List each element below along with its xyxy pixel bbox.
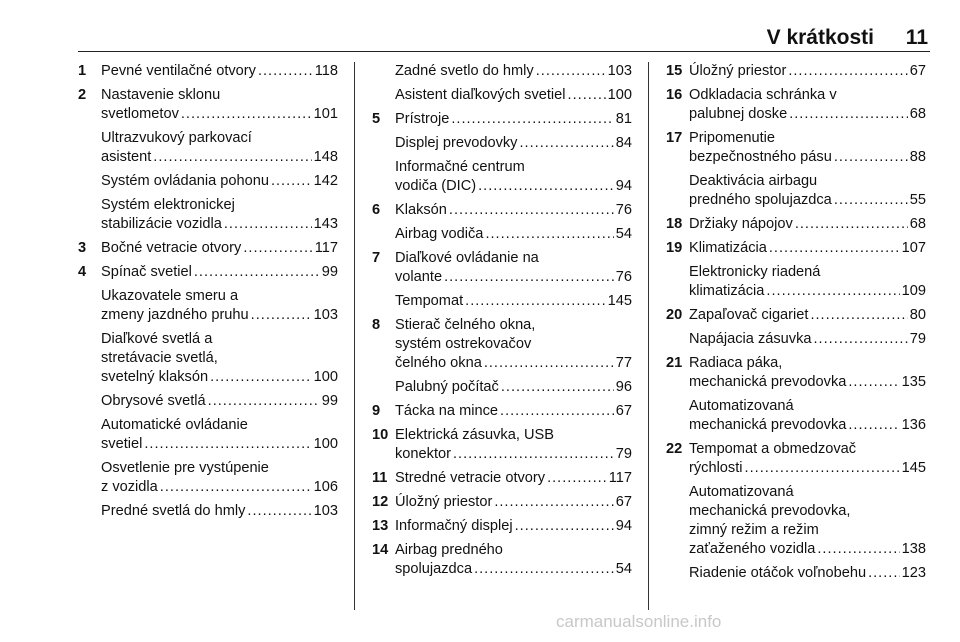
index-entry	[372, 225, 632, 244]
index-entry	[666, 62, 926, 81]
page-reference[interactable]: 103	[313, 503, 338, 519]
dot-leader	[810, 306, 907, 325]
index-entry	[78, 287, 338, 325]
index-entry	[372, 249, 632, 287]
index-entry	[78, 459, 338, 497]
entry-text: svetelný klaksón	[101, 369, 209, 385]
entry-text: Systém elektronickej	[101, 197, 235, 213]
entry-text: Tácka na mince	[395, 403, 499, 419]
entry-text: Ukazovatele smeru a	[101, 288, 239, 304]
entry-text: asistent	[101, 149, 152, 165]
page-reference[interactable]: 101	[313, 106, 338, 122]
index-entry	[78, 62, 338, 81]
index-entry	[666, 263, 926, 301]
dot-leader	[814, 330, 908, 349]
dot-leader	[194, 263, 320, 282]
dot-leader	[745, 459, 900, 478]
dot-leader	[848, 373, 899, 392]
dot-leader	[453, 445, 614, 464]
page-reference[interactable]: 117	[608, 470, 632, 486]
dot-leader	[519, 134, 613, 153]
entry-number: 15	[666, 63, 683, 79]
index-entry	[372, 517, 632, 536]
dot-leader	[568, 86, 606, 105]
index-column-1	[78, 62, 338, 526]
entry-text: Radiaca páka,	[689, 355, 783, 371]
entry-text: Elektronicky riadená	[689, 264, 821, 280]
page-reference[interactable]: 123	[901, 565, 926, 581]
index-entry	[372, 402, 632, 421]
entry-text: predného spolujazdca	[689, 192, 832, 208]
entry-text: Stredné vetracie otvory	[395, 470, 546, 486]
entry-number: 12	[372, 494, 389, 510]
page-reference[interactable]: 103	[313, 307, 338, 323]
entry-text: Pripomenutie	[689, 130, 775, 146]
header-divider	[78, 51, 930, 52]
entry-number: 14	[372, 542, 389, 558]
index-entry	[372, 493, 632, 512]
entry-text: bezpečnostného pásu	[689, 149, 832, 165]
dot-leader	[788, 62, 907, 81]
page-reference[interactable]: 145	[901, 460, 926, 476]
entry-text: Stierač čelného okna,	[395, 317, 536, 333]
entry-text: z vozidla	[101, 479, 158, 495]
page-reference[interactable]: 67	[615, 403, 632, 419]
entry-number: 17	[666, 130, 683, 146]
index-entry	[372, 292, 632, 311]
entry-text: Automatizovaná	[689, 484, 794, 500]
index-entry	[372, 541, 632, 579]
page-reference[interactable]: 76	[615, 202, 632, 218]
index-entry	[666, 483, 926, 559]
watermark: carmanualsonline.info	[556, 612, 722, 631]
page-reference[interactable]: 100	[313, 369, 338, 385]
page-reference[interactable]: 79	[909, 331, 926, 347]
index-entry	[78, 330, 338, 387]
entry-text: stretávacie svetlá,	[101, 350, 218, 366]
entry-text: zaťaženého vozidla	[689, 541, 816, 557]
entry-number: 16	[666, 87, 683, 103]
index-entry	[372, 378, 632, 397]
dot-leader	[153, 148, 311, 167]
index-entry	[372, 201, 632, 220]
entry-text: Osvetlenie pre vystúpenie	[101, 460, 269, 476]
entry-text: Deaktivácia airbagu	[689, 173, 818, 189]
page-reference[interactable]: 100	[313, 436, 338, 452]
entry-text: Airbag predného	[395, 542, 503, 558]
page-reference[interactable]: 88	[909, 149, 926, 165]
dot-leader	[208, 392, 320, 411]
page-reference[interactable]: 109	[901, 283, 926, 299]
page-reference[interactable]: 94	[615, 178, 632, 194]
entry-text: Pevné ventilačné otvory	[101, 63, 256, 79]
page-reference[interactable]: 67	[909, 63, 926, 79]
dot-leader	[160, 478, 312, 497]
entry-text: Systém ovládania pohonu	[101, 173, 269, 189]
entry-text: svetlometov	[101, 106, 179, 122]
dot-leader	[449, 201, 614, 220]
entry-text: Úložný priestor	[395, 494, 493, 510]
dot-leader	[465, 292, 606, 311]
page-reference[interactable]: 135	[901, 374, 926, 390]
dot-leader	[210, 368, 312, 387]
entry-text: svetiel	[101, 436, 143, 452]
index-entry	[666, 440, 926, 478]
page-reference[interactable]: 142	[313, 173, 338, 189]
entry-number: 4	[78, 264, 87, 280]
entry-text: Napájacia zásuvka	[689, 331, 812, 347]
index-entry	[78, 239, 338, 258]
entry-number: 2	[78, 87, 87, 103]
entry-number: 13	[372, 518, 389, 534]
entry-text: Automatické ovládanie	[101, 417, 248, 433]
index-entry	[666, 215, 926, 234]
entry-text: Prístroje	[395, 111, 450, 127]
page-reference[interactable]: 68	[909, 216, 926, 232]
page-reference[interactable]: 136	[901, 417, 926, 433]
page-reference[interactable]: 103	[607, 63, 632, 79]
index-entry	[666, 330, 926, 349]
index-entry	[372, 316, 632, 373]
page-reference[interactable]: 67	[615, 494, 632, 510]
entry-text: Informačný displej	[395, 518, 513, 534]
dot-leader	[766, 282, 899, 301]
index-entry	[372, 469, 632, 488]
entry-text: Diaľkové ovládanie na	[395, 250, 539, 266]
index-entry	[666, 354, 926, 392]
page-reference[interactable]: 96	[615, 379, 632, 395]
entry-number: 6	[372, 202, 381, 218]
index-column-2	[372, 62, 632, 584]
dot-leader	[834, 191, 908, 210]
dot-leader	[181, 105, 312, 124]
dot-leader	[494, 493, 613, 512]
entry-text: Klaksón	[395, 202, 447, 218]
entry-text: spolujazdca	[395, 561, 473, 577]
entry-number: 8	[372, 317, 381, 333]
chapter-title: V krátkosti	[766, 26, 874, 49]
entry-number: 1	[78, 63, 87, 79]
entry-text: palubnej doske	[689, 106, 788, 122]
dot-leader	[271, 172, 312, 191]
index-entry	[372, 158, 632, 196]
page-reference[interactable]: 84	[615, 135, 632, 151]
entry-text: Spínač svetiel	[101, 264, 192, 280]
entry-text: Elektrická zásuvka, USB	[395, 427, 554, 443]
entry-text: Odkladacia schránka v	[689, 87, 837, 103]
page-reference[interactable]: 148	[313, 149, 338, 165]
entry-text: vodiča (DIC)	[395, 178, 477, 194]
index-entry	[666, 172, 926, 210]
entry-text: Automatizovaná	[689, 398, 794, 414]
dot-leader	[478, 177, 614, 196]
dot-leader	[795, 215, 908, 234]
dot-leader	[769, 239, 900, 258]
entry-text: Tempomat a obmedzovač	[689, 441, 857, 457]
index-entry	[372, 62, 632, 81]
page-reference[interactable]: 107	[901, 240, 926, 256]
entry-text: stabilizácie vozidla	[101, 216, 222, 232]
page-reference[interactable]: 79	[615, 446, 632, 462]
page-reference[interactable]: 54	[615, 561, 632, 577]
entry-text: Diaľkové svetlá a	[101, 331, 213, 347]
entry-number: 21	[666, 355, 683, 371]
index-entry	[78, 416, 338, 454]
page-reference[interactable]: 143	[313, 216, 338, 232]
dot-leader	[547, 469, 607, 488]
dot-leader	[144, 435, 311, 454]
entry-text: Zadné svetlo do hmly	[395, 63, 534, 79]
dot-leader	[444, 268, 614, 287]
dot-leader	[258, 62, 313, 81]
page-reference[interactable]: 99	[321, 393, 338, 409]
page-reference[interactable]: 117	[314, 240, 338, 256]
entry-text: Informačné centrum	[395, 159, 525, 175]
page-reference[interactable]: 100	[607, 87, 632, 103]
column-divider-1	[354, 62, 355, 610]
dot-leader	[484, 354, 614, 373]
entry-text: Zapaľovač cigariet	[689, 307, 809, 323]
entry-number: 19	[666, 240, 683, 256]
entry-text: Držiaky nápojov	[689, 216, 793, 232]
entry-text: mechanická prevodovka	[689, 374, 847, 390]
entry-text: Tempomat	[395, 293, 464, 309]
entry-text: zimný režim a režim	[689, 522, 819, 538]
dot-leader	[474, 560, 614, 579]
entry-number: 9	[372, 403, 381, 419]
index-entry	[372, 86, 632, 105]
entry-text: čelného okna	[395, 355, 482, 371]
entry-text: Ultrazvukový parkovací	[101, 130, 252, 146]
dot-leader	[515, 517, 614, 536]
dot-leader	[501, 378, 614, 397]
index-entry	[372, 110, 632, 129]
index-entry	[78, 263, 338, 282]
page-reference[interactable]: 81	[615, 111, 632, 127]
page-reference[interactable]: 55	[909, 192, 926, 208]
entry-number: 7	[372, 250, 381, 266]
page-reference[interactable]: 68	[909, 106, 926, 122]
page-reference[interactable]: 76	[615, 269, 632, 285]
index-column-3	[666, 62, 926, 588]
index-entry	[372, 426, 632, 464]
entry-text: zmeny jazdného pruhu	[101, 307, 249, 323]
entry-text: klimatizácia	[689, 283, 765, 299]
entry-text: volante	[395, 269, 443, 285]
dot-leader	[224, 215, 312, 234]
entry-number: 22	[666, 441, 683, 457]
page-reference[interactable]: 138	[901, 541, 926, 557]
dot-leader	[243, 239, 312, 258]
entry-text: mechanická prevodovka,	[689, 503, 851, 519]
entry-text: Airbag vodiča	[395, 226, 484, 242]
entry-number: 3	[78, 240, 87, 256]
dot-leader	[868, 564, 900, 583]
index-entry	[666, 564, 926, 583]
index-entry	[78, 172, 338, 191]
entry-text: Predné svetlá do hmly	[101, 503, 246, 519]
page-reference[interactable]: 118	[314, 63, 338, 79]
page-number: 11	[905, 26, 928, 49]
page-reference[interactable]: 99	[321, 264, 338, 280]
dot-leader	[834, 148, 908, 167]
index-entry	[666, 86, 926, 124]
index-entry	[78, 196, 338, 234]
page-reference[interactable]: 94	[615, 518, 632, 534]
dot-leader	[817, 540, 899, 559]
entry-number: 20	[666, 307, 683, 323]
entry-text: Nastavenie sklonu	[101, 87, 221, 103]
dot-leader	[789, 105, 908, 124]
entry-text: rýchlosti	[689, 460, 743, 476]
index-entry	[78, 502, 338, 521]
page-reference[interactable]: 54	[615, 226, 632, 242]
index-entry	[666, 306, 926, 325]
page-header	[78, 26, 930, 50]
dot-leader	[848, 416, 899, 435]
dot-leader	[451, 110, 613, 129]
entry-text: mechanická prevodovka	[689, 417, 847, 433]
entry-text: Bočné vetracie otvory	[101, 240, 242, 256]
entry-number: 5	[372, 111, 381, 127]
entry-text: Asistent diaľkových svetiel	[395, 87, 566, 103]
entry-text: systém ostrekovačov	[395, 336, 532, 352]
index-entry	[666, 397, 926, 435]
entry-text: Palubný počítač	[395, 379, 499, 395]
entry-number: 18	[666, 216, 683, 232]
dot-leader	[247, 502, 311, 521]
index-entry	[372, 134, 632, 153]
entry-text: Riadenie otáčok voľnobehu	[689, 565, 867, 581]
page-reference[interactable]: 80	[909, 307, 926, 323]
entry-text: Displej prevodovky	[395, 135, 518, 151]
page-reference[interactable]: 77	[615, 355, 632, 371]
entry-text: Klimatizácia	[689, 240, 767, 256]
index-entry	[78, 86, 338, 124]
dot-leader	[485, 225, 613, 244]
index-entry	[78, 129, 338, 167]
entry-number: 11	[372, 470, 388, 486]
dot-leader	[500, 402, 614, 421]
page-reference[interactable]: 145	[607, 293, 632, 309]
dot-leader	[536, 62, 606, 81]
column-divider-2	[648, 62, 649, 610]
index-entry	[666, 239, 926, 258]
index-entry	[78, 392, 338, 411]
entry-text: Obrysové svetlá	[101, 393, 206, 409]
entry-number: 10	[372, 427, 389, 443]
index-entry	[666, 129, 926, 167]
entry-text: konektor	[395, 446, 451, 462]
dot-leader	[251, 306, 312, 325]
entry-text: Úložný priestor	[689, 63, 787, 79]
page-reference[interactable]: 106	[313, 479, 338, 495]
